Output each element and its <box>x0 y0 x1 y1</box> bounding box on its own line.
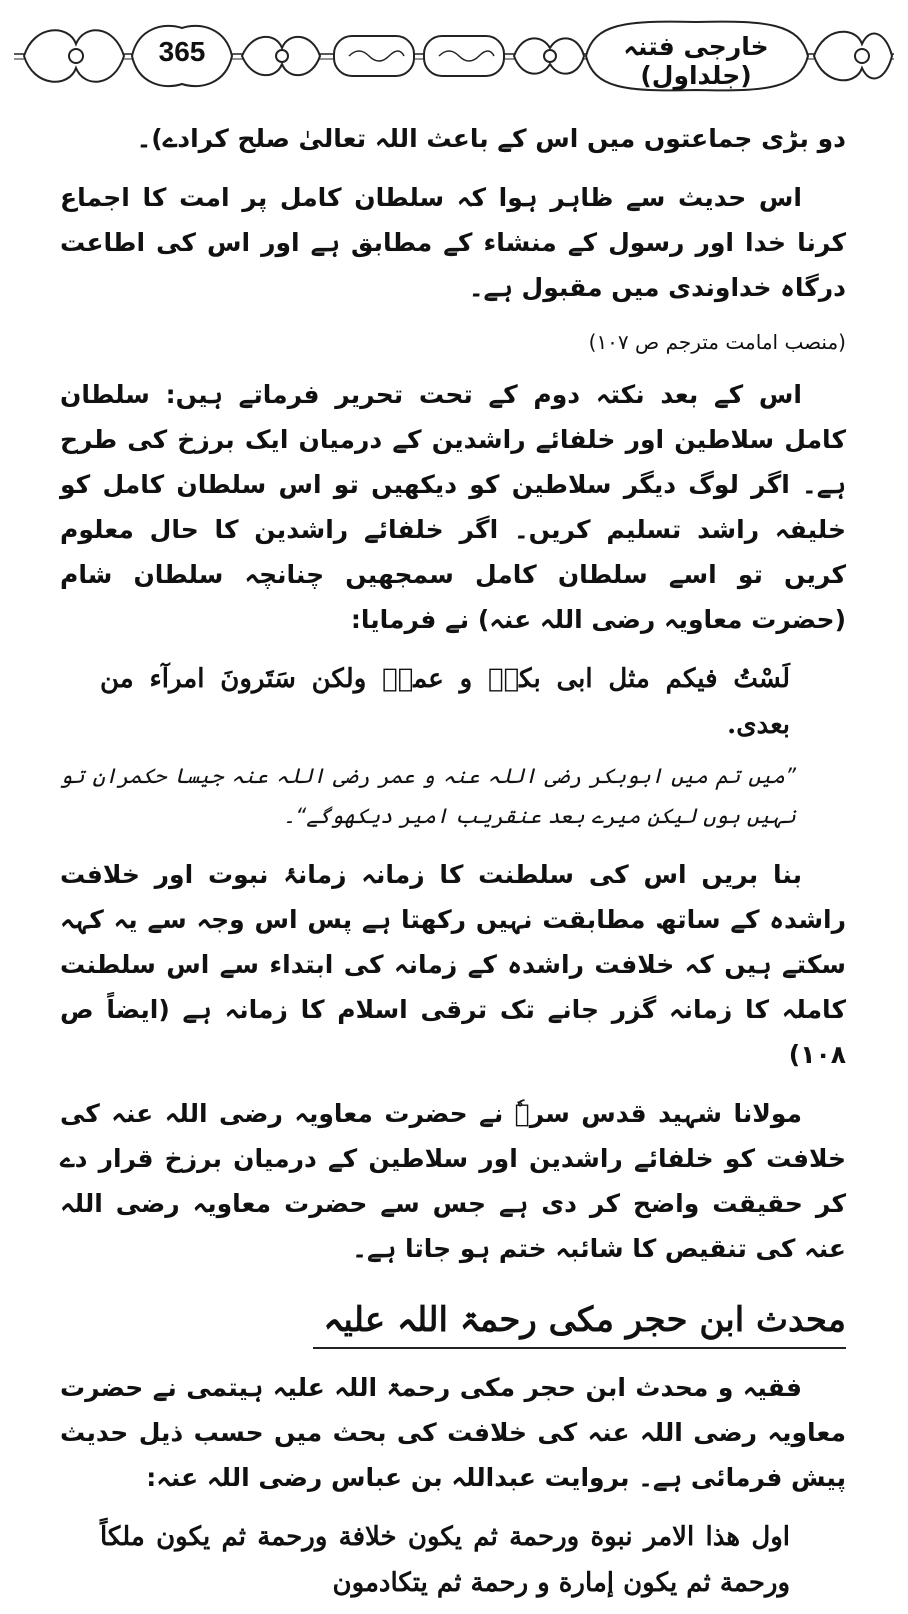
arabic-quote-1: لَسْتُ فيكم مثل ابى بكرؓ و عمرؓ ولكن سَتَرونَ امرآء من بعدى. <box>100 664 790 740</box>
page-header <box>14 14 894 92</box>
paragraph-3: اس کے بعد نکتہ دوم کے تحت تحریر فرماتے ہیں: سلطان کامل سلاطین اور خلفائے راشدین کے درمیان ایک برزخ کی طرح ہے۔ اگر لوگ دیگر سلاطین کو دیکھیں تو اس سلطان کامل کو خلیفہ راشد تسلیم کریں۔ اگر خلفائے راشدین کا حال معلوم کریں تو اسے سلطان کامل سمجھیں چنانچہ سلطان شام (حضرت معاویہ رضی اللہ عنہ) نے فرمایا: <box>60 380 846 634</box>
paragraph-6: فقیہ و محدث ابن حجر مکی رحمۃ اللہ علیہ ہیتمی نے حضرت معاویہ رضی اللہ عنہ کی خلافت کی بحث میں حسب ذیل حدیث پیش فرمائی ہے۔ بروایت عبداللہ بن عباس رضی اللہ عنہ: <box>60 1373 846 1492</box>
paragraph-2: اس حدیث سے ظاہر ہوا کہ سلطان کامل پر امت کا اجماع کرنا خدا اور رسول کے منشاء کے مطابق ہے اور اس کی اطاعت درگاہ خداوندی میں مقبول ہے۔ <box>60 183 846 302</box>
arabic-quote-2: اول هذا الامر نبوة ورحمة ثم يكون خلافة ورحمة ثم يكون ملكاً ورحمة ثم يكون إمارة و رحمة ثم يتكادمون <box>100 1522 790 1598</box>
book-title: خارجی فتنہ (جلداول) <box>623 32 769 90</box>
paragraph-1: دو بڑی جماعتوں میں اس کے باعث اللہ تعالیٰ صلح کرادے)۔ <box>136 124 846 153</box>
section-heading: محدث ابن حجر مکی رحمۃ اللہ علیہ <box>313 1293 846 1349</box>
paragraph-5: مولانا شہید قدس سرہٗ نے حضرت معاویہ رضی اللہ عنہ کی خلافت کو خلفائے راشدین اور سلاطین کے درمیان برزخ قرار دے کر حقیقت واضح کر دی ہے جس سے حضرت معاویہ رضی اللہ عنہ کی تنقیص کا شائبہ ختم ہو جاتا ہے۔ <box>60 1099 846 1263</box>
translation-1: ”میں تم میں ابوبکر رضی اللہ عنہ و عمر رضی اللہ عنہ جیسا حکمران تو نہیں ہوں لیکن میرے بعد عنقریب امیر دیکھوگے“۔ <box>60 764 796 828</box>
paragraph-4: بنا بریں اس کی سلطنت کا زمانہ زمانۂ نبوت اور خلافت راشدہ کے ساتھ مطابقت نہیں رکھتا ہے پس اس وجہ سے یہ کہہ سکتے ہیں کہ خلافت راشدہ کے زمانہ کی ابتداء سے اس سلطنت کاملہ کا زمانہ گزر جانے تک ترقی اسلام کا زمانہ ہے (ایضاً ص ۱۰۸) <box>60 860 846 1069</box>
reference-note-1: (منصب امامت مترجم ص ۱۰۷) <box>588 330 846 354</box>
page-number: 365 <box>158 36 206 67</box>
page-body <box>60 116 846 1614</box>
section-heading-row <box>60 1285 846 1365</box>
